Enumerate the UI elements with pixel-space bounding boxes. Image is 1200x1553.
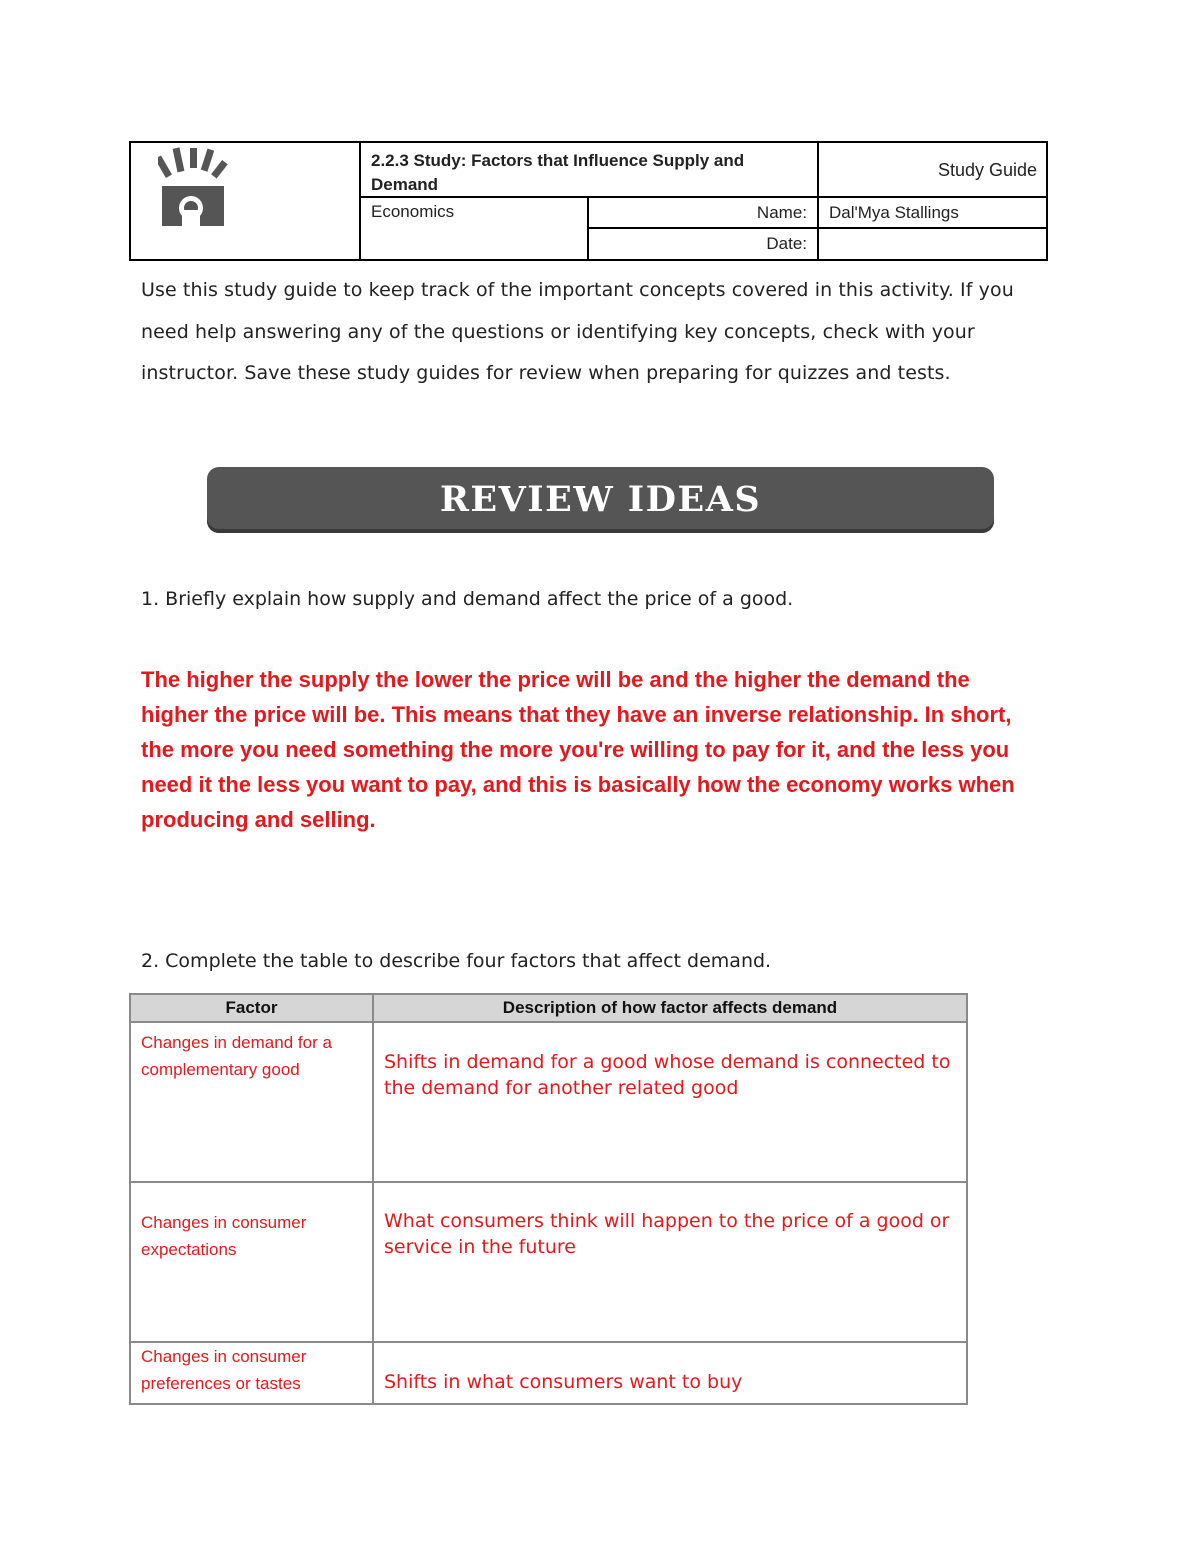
name-field[interactable]: Dal'Mya Stallings (817, 196, 1048, 229)
table-row (130, 1342, 967, 1404)
table-row (130, 1182, 967, 1342)
document-title: 2.2.3 Study: Factors that Influence Supply and Demand (359, 141, 819, 198)
subject-label: Economics (359, 196, 589, 261)
description-text: Shifts in demand for a good whose demand is connected to the demand for another related good (384, 1051, 951, 1099)
factors-table (129, 993, 968, 1405)
table-row (130, 1022, 967, 1182)
description-cell[interactable] (373, 1022, 967, 1182)
description-column-header: Description of how factor affects demand (373, 994, 967, 1022)
header-table (129, 141, 1048, 261)
document-type: Study Guide (817, 141, 1048, 198)
answer-1[interactable]: The higher the supply the lower the price will be and the higher the demand the higher the price will be. This means that they have an inverse relationship. In short, the more you need something the more you're willing to pay for it, and the less you need it the less you want to pay, and this is basically how the economy works when producing and selling. (141, 667, 1015, 832)
date-field[interactable] (817, 227, 1048, 261)
intro-paragraph: Use this study guide to keep track of the important concepts covered in this activity. If you need help answering any of the questions or identifying key concepts, check with your instructor. Save these study guides for review when preparing for quizzes and tests. (141, 279, 1014, 384)
logo-cell (129, 141, 361, 261)
factor-cell[interactable]: Changes in consumer preferences or tastes (130, 1342, 373, 1404)
table-header-row (130, 994, 967, 1022)
question-1: 1. Briefly explain how supply and demand affect the price of a good. (141, 588, 794, 610)
question-2: 2. Complete the table to describe four factors that affect demand. (141, 950, 772, 972)
review-ideas-banner (207, 467, 994, 533)
factor-column-header: Factor (130, 994, 373, 1022)
banner-title: REVIEW IDEAS (439, 479, 762, 520)
description-cell[interactable]: Shifts in what consumers want to buy (373, 1342, 967, 1404)
date-label: Date: (587, 227, 819, 261)
factor-cell[interactable]: Changes in consumer expectations (130, 1182, 373, 1342)
description-cell[interactable]: What consumers think will happen to the price of a good or service in the future (373, 1182, 967, 1342)
factor-cell[interactable]: Changes in demand for a complementary good (130, 1022, 373, 1182)
name-label: Name: (587, 196, 819, 229)
lightbulb-logo-icon (158, 146, 228, 228)
